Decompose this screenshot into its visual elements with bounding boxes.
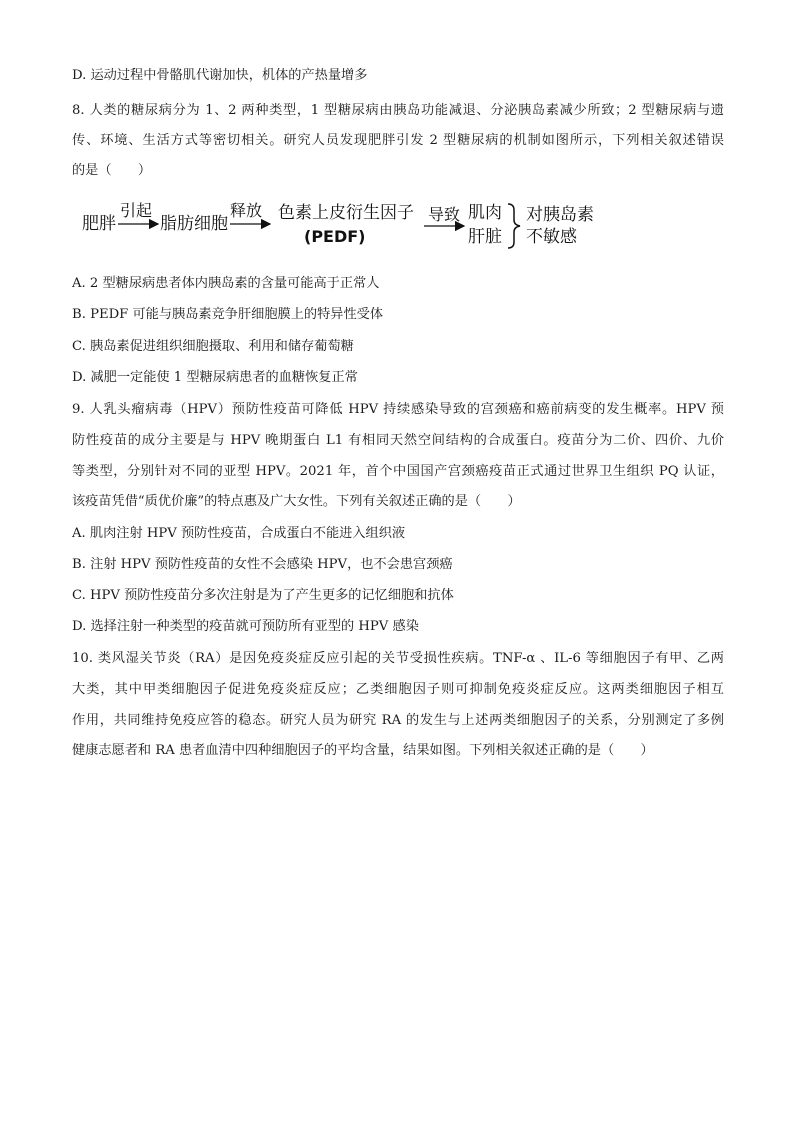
q9-option-c: C. HPV 预防性疫苗分多次注射是为了产生更多的记忆细胞和抗体 [72,588,454,603]
q8-option-c: C. 胰岛素促进组织细胞摄取、利用和储存葡萄糖 [72,339,354,354]
q8-stem-line-3: 的是（ ） [72,163,152,178]
q8-option-a: A. 2 型糖尿病患者体内胰岛素的含量可能高于正常人 [72,276,380,291]
node-muscle: 肌肉 [468,203,502,223]
q10-stem-line-4: 健康志愿者和 RA 患者血清中四种细胞因子的平均含量，结果如图。下列相关叙述正确的是（ ） [72,743,654,758]
node-pedf-name: 色素上皮衍生因子 [278,203,414,223]
arrow-label-release: 释放 [230,201,263,220]
q8-stem-line-1: 8. 人类的糖尿病分为 1、2 两种类型，1 型糖尿病由胰岛功能减退、分泌胰岛素减少所致；2 型糖尿病与遗 [72,103,724,118]
brace-grouping [508,204,520,248]
q9-option-a: A. 肌肉注射 HPV 预防性疫苗，合成蛋白不能进入组织液 [72,526,406,541]
arrow-label-lead-to: 导致 [428,205,461,224]
obesity-diabetes-flow-diagram [80,196,620,256]
node-result-line-1: 对胰岛素 [526,205,594,225]
q9-option-b: B. 注射 HPV 预防性疫苗的女性不会感染 HPV，也不会患宫颈癌 [72,557,453,572]
q8-option-d: D. 减肥一定能使 1 型糖尿病患者的血糖恢复正常 [72,370,358,385]
q7-option-d: D. 运动过程中骨骼肌代谢加快，机体的产热量增多 [72,68,368,83]
q9-option-d: D. 选择注射一种类型的疫苗就可预防所有亚型的 HPV 感染 [72,619,419,634]
q10-stem-line-2: 大类，其中甲类细胞因子促进免疫炎症反应；乙类细胞因子则可抑制免疫炎症反应。这两类细胞因子相互 [72,682,724,697]
q10-stem-line-3: 作用，共同维持免疫应答的稳态。研究人员为研究 RA 的发生与上述两类细胞因子的关系，分别测定了多例 [72,713,724,728]
q9-stem-line-2: 防性疫苗的成分主要是与 HPV 晚期蛋白 L1 有相同天然空间结构的合成蛋白。疫苗分为二价、四价、九价 [72,433,724,448]
q8-stem-line-2: 传、环境、生活方式等密切相关。研究人员发现肥胖引发 2 型糖尿病的机制如图所示，下列相关叙述错误 [72,133,724,148]
q9-stem-line-4: 该疫苗凭借“质优价廉”的特点惠及广大女性。下列有关叙述正确的是（ ） [72,494,521,509]
arrow-label-cause: 引起 [120,201,153,220]
node-result-line-2: 不敏感 [526,227,577,247]
node-fat-cell: 脂肪细胞 [160,214,228,234]
node-liver: 肝脏 [468,227,502,247]
node-obesity: 肥胖 [82,214,116,234]
q9-stem-line-1: 9. 人乳头瘤病毒（HPV）预防性疫苗可降低 HPV 持续感染导致的宫颈癌和癌前病变的发生概率。HPV 预 [72,402,724,417]
q8-option-b: B. PEDF 可能与胰岛素竞争肝细胞膜上的特异性受体 [72,307,384,322]
node-pedf-abbr: (PEDF) [304,227,366,246]
q10-stem-line-1: 10. 类风湿关节炎（RA）是因免疫炎症反应引起的关节受损性疾病。TNF-α 、IL-6 等细胞因子有甲、乙两 [72,651,724,666]
q9-stem-line-3: 等类型，分别针对不同的亚型 HPV。2021 年，首个中国国产宫颈癌疫苗正式通过世界卫生组织 PQ 认证， [72,464,724,479]
